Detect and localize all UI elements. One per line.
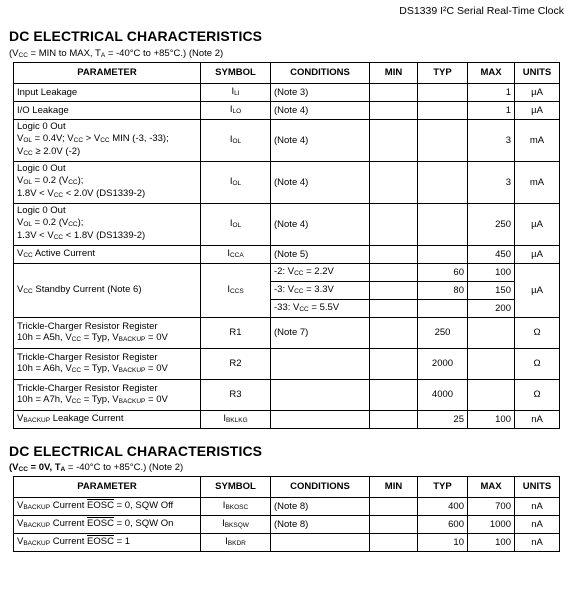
min-cell — [370, 282, 418, 300]
conditions-cell — [271, 380, 370, 411]
min-cell — [370, 534, 418, 552]
table-row — [14, 264, 560, 282]
max-cell: 250 — [468, 204, 515, 246]
param-cell: Logic 0 Out VOL = 0.4V; VCC > VCC MIN (-3, -33); VCC ≥ 2.0V (-2) — [14, 120, 201, 162]
col-conditions: CONDITIONS — [271, 63, 370, 84]
table-row — [14, 246, 560, 264]
units-cell: µA — [515, 102, 560, 120]
min-cell — [370, 318, 418, 349]
param-cell: VBACKUP Current EOSC = 1 — [14, 534, 201, 552]
max-cell: 450 — [468, 246, 515, 264]
min-cell — [370, 246, 418, 264]
param-cell: VBACKUP Current EOSC = 0, SQW Off — [14, 498, 201, 516]
col-symbol: SYMBOL — [201, 477, 271, 498]
symbol-cell: IBKDR — [201, 534, 271, 552]
typ-cell — [418, 246, 468, 264]
table-row — [14, 84, 560, 102]
conditions-cell: -2: VCC = 2.2V — [271, 264, 370, 282]
param-cell: Trickle-Charger Resistor Register 10h = A7h, VCC = Typ, VBACKUP = 0V — [14, 380, 201, 411]
conditions-cell — [271, 349, 370, 380]
col-parameter: PARAMETER — [14, 63, 201, 84]
units-cell: µA — [515, 204, 560, 246]
min-cell — [370, 300, 418, 318]
typ-cell: 400 — [418, 498, 468, 516]
typ-cell — [418, 300, 468, 318]
units-cell: mA — [515, 120, 560, 162]
table-row — [14, 102, 560, 120]
param-cell: Trickle-Charger Resistor Register 10h = A5h, VCC = Typ, VBACKUP = 0V — [14, 318, 201, 349]
symbol-cell: R1 — [201, 318, 271, 349]
typ-cell: 60 — [418, 264, 468, 282]
col-units: UNITS — [515, 63, 560, 84]
min-cell — [370, 516, 418, 534]
min-cell — [370, 102, 418, 120]
dc-characteristics-table-2 — [13, 476, 560, 552]
units-cell: µA — [515, 246, 560, 264]
col-min: MIN — [370, 477, 418, 498]
min-cell — [370, 411, 418, 429]
max-cell: 700 — [468, 498, 515, 516]
col-units: UNITS — [515, 477, 560, 498]
max-cell: 3 — [468, 120, 515, 162]
min-cell — [370, 498, 418, 516]
param-cell: VBACKUP Current EOSC = 0, SQW On — [14, 516, 201, 534]
param-cell: VBACKUP Leakage Current — [14, 411, 201, 429]
max-cell: 1000 — [468, 516, 515, 534]
max-cell — [468, 380, 515, 411]
max-cell: 3 — [468, 162, 515, 204]
units-cell: nA — [515, 498, 560, 516]
typ-cell: 250 — [418, 318, 468, 349]
param-cell: VCC Active Current — [14, 246, 201, 264]
symbol-cell: R2 — [201, 349, 271, 380]
conditions-cell — [271, 534, 370, 552]
units-cell: nA — [515, 516, 560, 534]
table-row — [14, 162, 560, 204]
table-header-row — [14, 477, 560, 498]
conditions-cell: (Note 8) — [271, 516, 370, 534]
conditions-cell: (Note 4) — [271, 162, 370, 204]
units-cell: µA — [515, 84, 560, 102]
table-row — [14, 204, 560, 246]
col-symbol: SYMBOL — [201, 63, 271, 84]
max-cell: 100 — [468, 411, 515, 429]
max-cell: 1 — [468, 102, 515, 120]
table-row — [14, 411, 560, 429]
param-cell: Logic 0 Out VOL = 0.2 (VCC); 1.3V < VCC < 1.8V (DS1339-2) — [14, 204, 201, 246]
section1-conditions: (VCC = MIN to MAX, TA = -40°C to +85°C.) (Note 2) — [9, 48, 224, 59]
typ-cell: 10 — [418, 534, 468, 552]
units-cell: mA — [515, 162, 560, 204]
table-row — [14, 498, 560, 516]
conditions-cell: -33: VCC = 5.5V — [271, 300, 370, 318]
col-conditions: CONDITIONS — [271, 477, 370, 498]
param-cell: I/O Leakage — [14, 102, 201, 120]
max-cell: 150 — [468, 282, 515, 300]
typ-cell: 600 — [418, 516, 468, 534]
min-cell — [370, 349, 418, 380]
col-max: MAX — [468, 477, 515, 498]
units-cell: Ω — [515, 380, 560, 411]
conditions-cell: (Note 7) — [271, 318, 370, 349]
table-row — [14, 516, 560, 534]
section2-conditions: (VCC = 0V, TA = -40°C to +85°C.) (Note 2) — [9, 462, 184, 473]
dc-characteristics-table-1 — [13, 62, 560, 429]
table-row — [14, 534, 560, 552]
max-cell — [468, 349, 515, 380]
units-cell: nA — [515, 534, 560, 552]
max-cell: 1 — [468, 84, 515, 102]
max-cell: 100 — [468, 534, 515, 552]
param-cell: Logic 0 Out VOL = 0.2 (VCC); 1.8V < VCC < 2.0V (DS1339-2) — [14, 162, 201, 204]
col-parameter: PARAMETER — [14, 477, 201, 498]
param-cell: Trickle-Charger Resistor Register 10h = A6h, VCC = Typ, VBACKUP = 0V — [14, 349, 201, 380]
max-cell: 200 — [468, 300, 515, 318]
units-cell: µA — [515, 264, 560, 318]
symbol-cell: IBKOSC — [201, 498, 271, 516]
min-cell — [370, 120, 418, 162]
units-cell: Ω — [515, 318, 560, 349]
col-max: MAX — [468, 63, 515, 84]
typ-cell: 80 — [418, 282, 468, 300]
symbol-cell: IBKSQW — [201, 516, 271, 534]
min-cell — [370, 84, 418, 102]
typ-cell — [418, 204, 468, 246]
col-typ: TYP — [418, 477, 468, 498]
typ-cell: 2000 — [418, 349, 468, 380]
param-cell: VCC Standby Current (Note 6) — [14, 264, 201, 318]
symbol-cell: IBKLKG — [201, 411, 271, 429]
section2-title: DC ELECTRICAL CHARACTERISTICS — [9, 443, 263, 459]
col-min: MIN — [370, 63, 418, 84]
min-cell — [370, 204, 418, 246]
conditions-cell: -3: VCC = 3.3V — [271, 282, 370, 300]
page-header: DS1339 I²C Serial Real-Time Clock — [399, 5, 564, 17]
symbol-cell: R3 — [201, 380, 271, 411]
table-row — [14, 120, 560, 162]
table-row — [14, 318, 560, 349]
typ-cell — [418, 162, 468, 204]
conditions-cell: (Note 4) — [271, 102, 370, 120]
units-cell: Ω — [515, 349, 560, 380]
typ-cell — [418, 84, 468, 102]
conditions-cell: (Note 8) — [271, 498, 370, 516]
table-row — [14, 380, 560, 411]
typ-cell — [418, 120, 468, 162]
conditions-cell: (Note 4) — [271, 204, 370, 246]
max-cell — [468, 318, 515, 349]
min-cell — [370, 380, 418, 411]
symbol-cell: ICCS — [201, 264, 271, 318]
table-row — [14, 349, 560, 380]
typ-cell: 25 — [418, 411, 468, 429]
col-typ: TYP — [418, 63, 468, 84]
min-cell — [370, 162, 418, 204]
conditions-cell — [271, 411, 370, 429]
table-header-row — [14, 63, 560, 84]
conditions-cell: (Note 3) — [271, 84, 370, 102]
typ-cell — [418, 102, 468, 120]
symbol-cell: ICCA — [201, 246, 271, 264]
section1-title: DC ELECTRICAL CHARACTERISTICS — [9, 28, 263, 44]
param-cell: Input Leakage — [14, 84, 201, 102]
max-cell: 100 — [468, 264, 515, 282]
symbol-cell: IOL — [201, 162, 271, 204]
min-cell — [370, 264, 418, 282]
symbol-cell: IOL — [201, 204, 271, 246]
conditions-cell: (Note 5) — [271, 246, 370, 264]
symbol-cell: ILO — [201, 102, 271, 120]
units-cell: nA — [515, 411, 560, 429]
symbol-cell: IOL — [201, 120, 271, 162]
symbol-cell: ILI — [201, 84, 271, 102]
typ-cell: 4000 — [418, 380, 468, 411]
conditions-cell: (Note 4) — [271, 120, 370, 162]
